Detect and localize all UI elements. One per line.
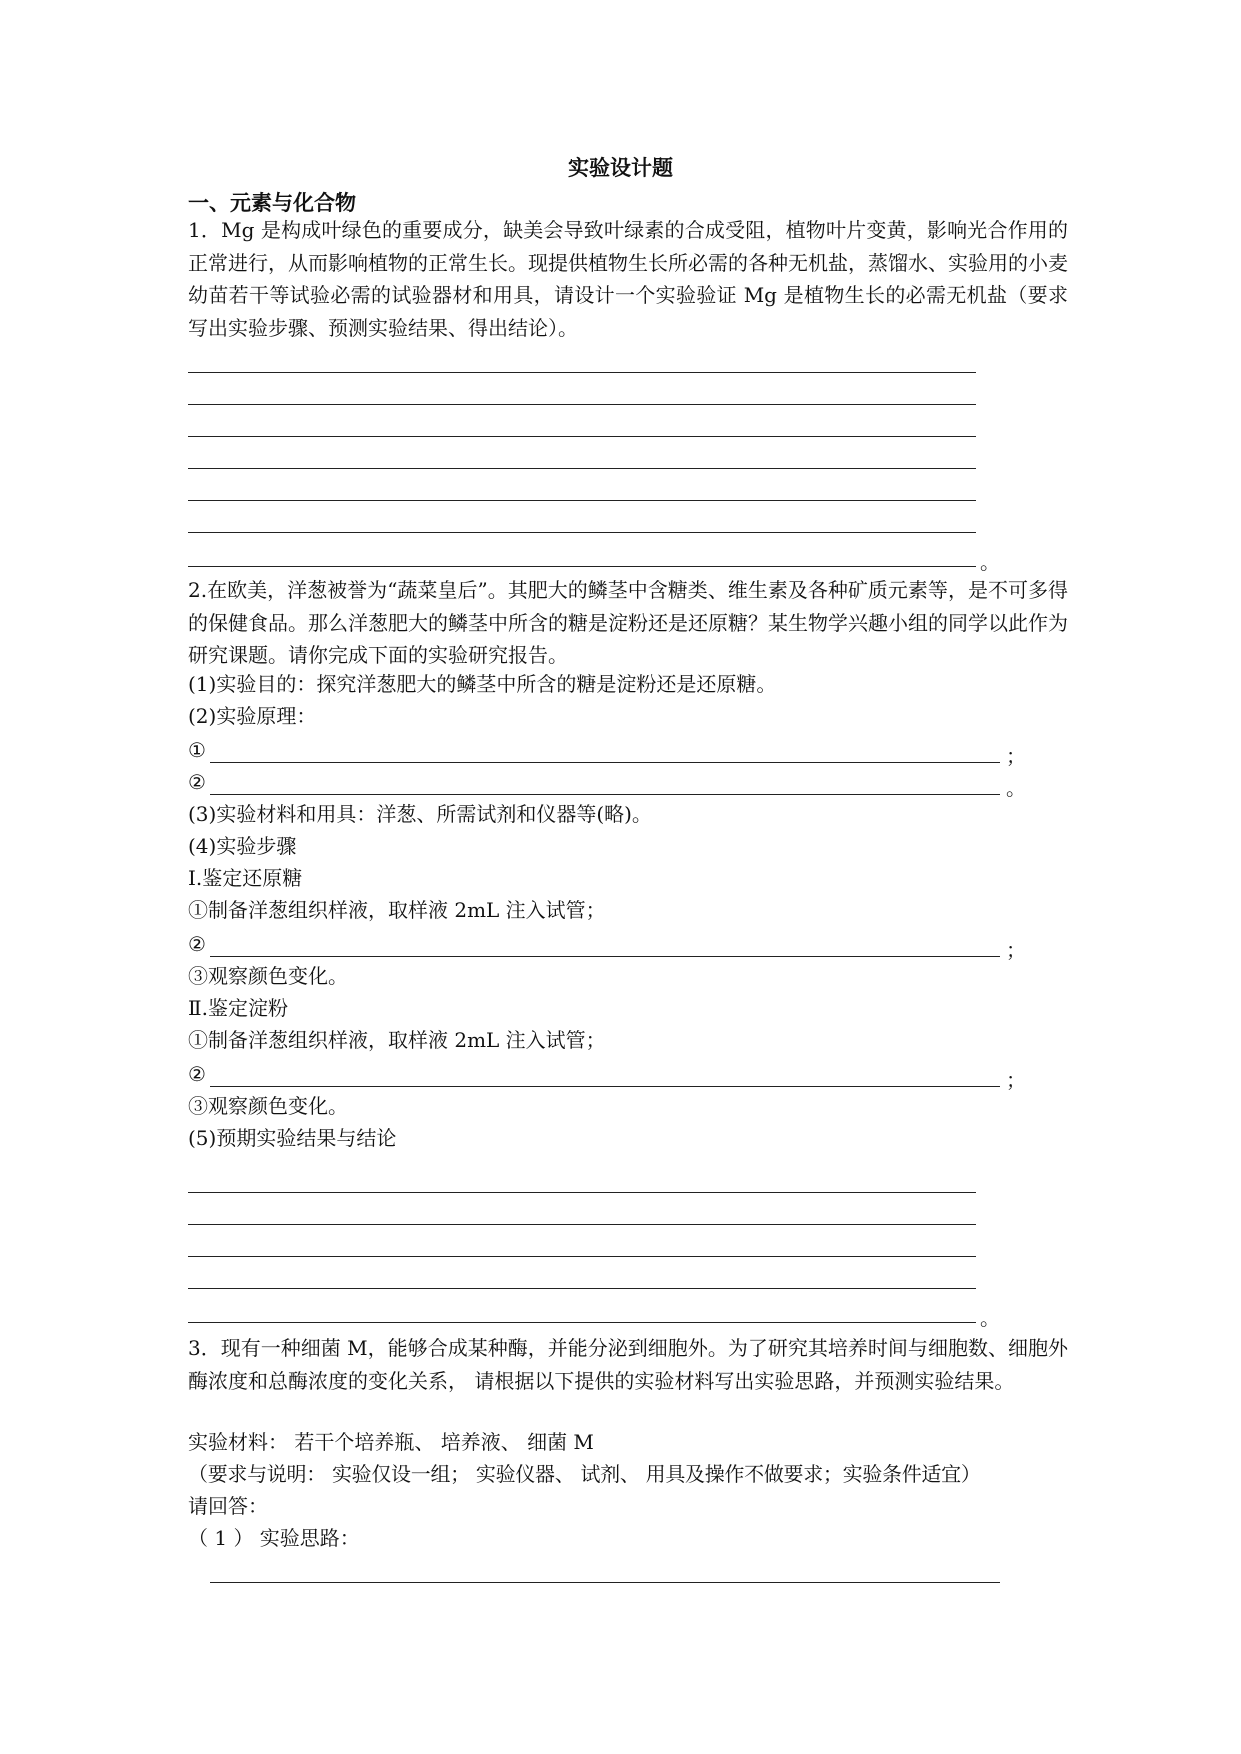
period-mark: 。: [980, 550, 1000, 574]
blank-end-mark: 。: [1006, 776, 1026, 800]
blank-marker: ②: [188, 1062, 206, 1086]
answer-line: [188, 404, 976, 405]
question-3-ask: 请回答：: [188, 1494, 268, 1518]
answer-line: [210, 1582, 1000, 1583]
blank-end-mark: ；: [1006, 938, 1026, 962]
part2-step1: ①制备洋葱组织样液，取样液 2mL 注入试管；: [188, 1028, 606, 1052]
blank-end-mark: ；: [1006, 1068, 1026, 1092]
answer-line: [210, 1086, 1000, 1087]
blank-end-mark: ；: [1006, 744, 1026, 768]
answer-line: [188, 372, 976, 373]
period-mark: 。: [980, 1306, 1000, 1330]
answer-line: [188, 1288, 976, 1289]
experiment-principle-label: (2)实验原理：: [188, 704, 317, 728]
answer-line: [210, 956, 1000, 957]
question-3-requirements: （要求与说明： 实验仅设一组； 实验仪器、 试剂、 用具及操作不做要求；实验条件适宜）: [188, 1462, 981, 1486]
results-heading: (5)预期实验结果与结论: [188, 1126, 397, 1150]
part1-title: Ⅰ.鉴定还原糖: [188, 866, 303, 890]
question-3-sub1: （ 1 ） 实验思路：: [188, 1526, 360, 1550]
blank-marker: ①: [188, 738, 206, 762]
part1-step3: ③观察颜色变化。: [188, 964, 348, 988]
part2-title: Ⅱ.鉴定淀粉: [188, 996, 288, 1020]
question-3-intro: 3．现有一种细菌 M，能够合成某种酶，并能分泌到细胞外。为了研究其培养时间与细胞数、细胞外酶浓度和总酶浓度的变化关系， 请根据以下提供的实验材料写出实验思路，并预测实验结果。: [188, 1336, 1068, 1393]
answer-line: [188, 468, 976, 469]
answer-line: [188, 532, 976, 533]
answer-line: [188, 436, 976, 437]
page-title: 实验设计题: [568, 156, 673, 180]
answer-line: [188, 1224, 976, 1225]
experiment-purpose: (1)实验目的：探究洋葱肥大的鳞茎中所含的糖是淀粉还是还原糖。: [188, 672, 777, 696]
question-1-text: 1．Mg 是构成叶绿色的重要成分，缺美会导致叶绿素的合成受阻，植物叶片变黄，影响光合作用的正常进行，从而影响植物的正常生长。现提供植物生长所必需的各种无机盐，蒸馏水、实验用的小麦幼苗若干等试验必需的试验器材和用具，请设计一个实验验证 Mg 是植物生长的必需无机盐（要求写出实验步骤、预测实验结果、得出结论）。: [188, 218, 1068, 340]
steps-heading: (4)实验步骤: [188, 834, 297, 858]
blank-marker: ②: [188, 770, 206, 794]
answer-line: [188, 1256, 976, 1257]
answer-line: [188, 1322, 976, 1323]
part1-step1: ①制备洋葱组织样液，取样液 2mL 注入试管；: [188, 898, 606, 922]
answer-line: [188, 566, 976, 567]
blank-marker: ②: [188, 932, 206, 956]
materials-line: (3)实验材料和用具：洋葱、所需试剂和仪器等(略)。: [188, 802, 652, 826]
part2-step3: ③观察颜色变化。: [188, 1094, 348, 1118]
section-heading: 一、元素与化合物: [188, 191, 356, 215]
question-2-intro: 2.在欧美，洋葱被誉为“蔬菜皇后”。其肥大的鳞茎中含糖类、维生素及各种矿质元素等，是不可多得的保健食品。那么洋葱肥大的鳞茎中所含的糖是淀粉还是还原糖？某生物学兴趣小组的同学以此作为研究课题。请你完成下面的实验研究报告。: [188, 578, 1068, 667]
answer-line: [188, 500, 976, 501]
answer-line: [210, 794, 1000, 795]
answer-line: [188, 1192, 976, 1193]
question-3-materials: 实验材料： 若干个培养瓶、 培养液、 细菌 M: [188, 1430, 594, 1454]
answer-line: [210, 762, 1000, 763]
